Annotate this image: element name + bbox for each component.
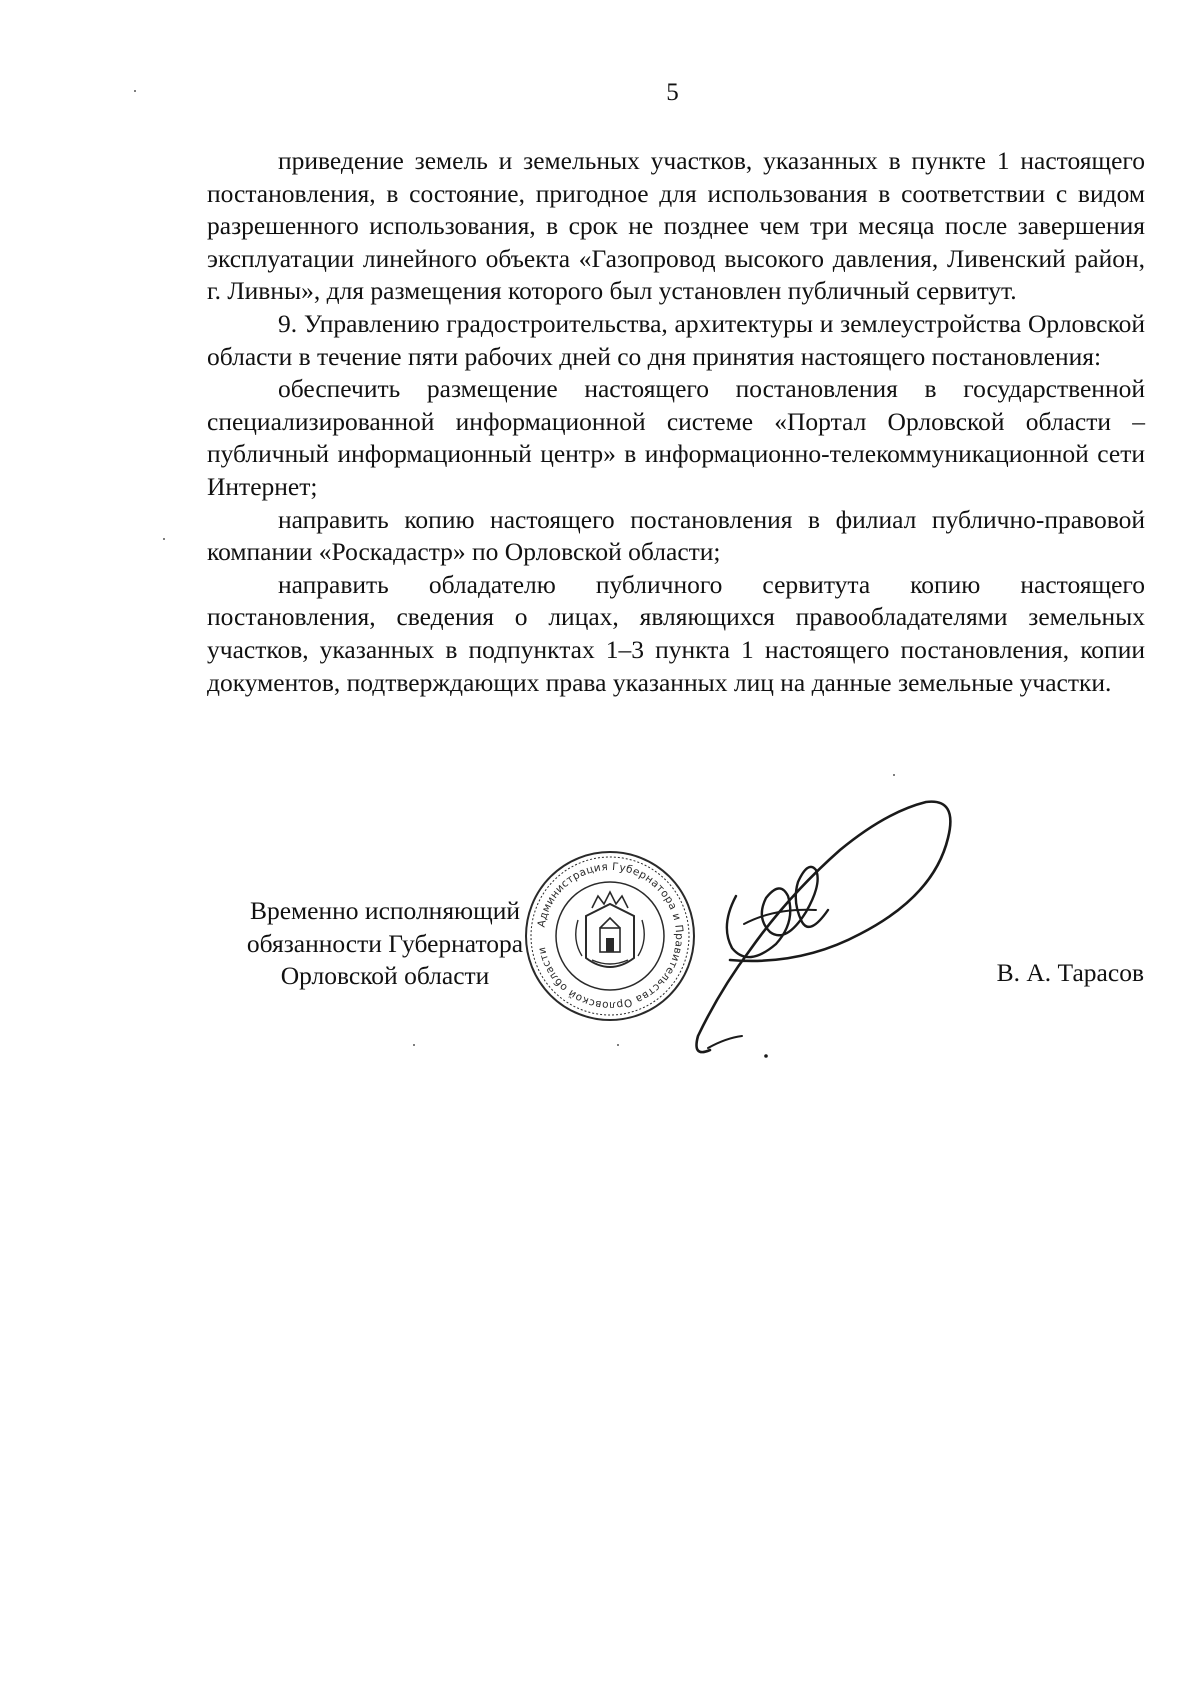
paragraph-publish-portal: обеспечить размещение настоящего постановления в государственной специализированной информационной системе «Портал Орловской области – публичный информационный центр» в информационно-телекоммуникационной сети Интернет; (207, 374, 1145, 501)
paragraph-land-restoration: приведение земель и земельных участков, указанных в пункте 1 настоящего постановления, в состояние, пригодное для использования в соответствии с видом разрешенного использования, в срок не позднее чем три месяца после завершения эксплуатации линейного объекта «Газопровод высокого давления, Ливенский район, г. Ливны», для размещения которого был установлен публичный сервитут. (207, 146, 1145, 306)
paragraph-send-servitude-holder: направить обладателю публичного сервитута копию настоящего постановления, сведения о лицах, являющихся правообладателями земельных участков, указанных в подпунктах 1–3 пункта 1 настоящего постановления, копии документов, подтверждающих права указанных лиц на данные земельные участки. (207, 569, 1145, 697)
orel-oblast-coat-of-arms-icon (576, 892, 645, 967)
scan-speck (893, 774, 895, 776)
scan-speck (617, 1044, 619, 1046)
signatory-title (205, 895, 565, 993)
signatory-name: В. А. Тарасов (996, 958, 1144, 987)
signatory-title-line: Временно исполняющий (249, 896, 521, 925)
page-number: 5 (666, 79, 679, 106)
scan-speck (413, 1044, 415, 1046)
paragraph-send-roskadastr: направить копию настоящего постановления в филиал публично-правовой компании «Роскадастр» по Орловской области; (207, 504, 1145, 567)
scan-speck (163, 538, 165, 540)
signatory-title-line: обязанности Губернатора (246, 928, 524, 958)
document-body (207, 145, 1145, 699)
paragraph-item-9: 9. Управлению градостроительства, архитектуры и землеустройства Орловской области в течение пяти рабочих дней со дня принятия настоящего постановления: (207, 308, 1145, 371)
official-seal (522, 848, 698, 1024)
handwritten-signature (690, 800, 970, 1060)
signatory-title-line: Орловской области (280, 961, 490, 991)
scan-speck (134, 90, 136, 92)
svg-text:Администрация Губернатора и Пр: Администрация Губернатора и Правительства Орловской области (535, 860, 686, 1012)
